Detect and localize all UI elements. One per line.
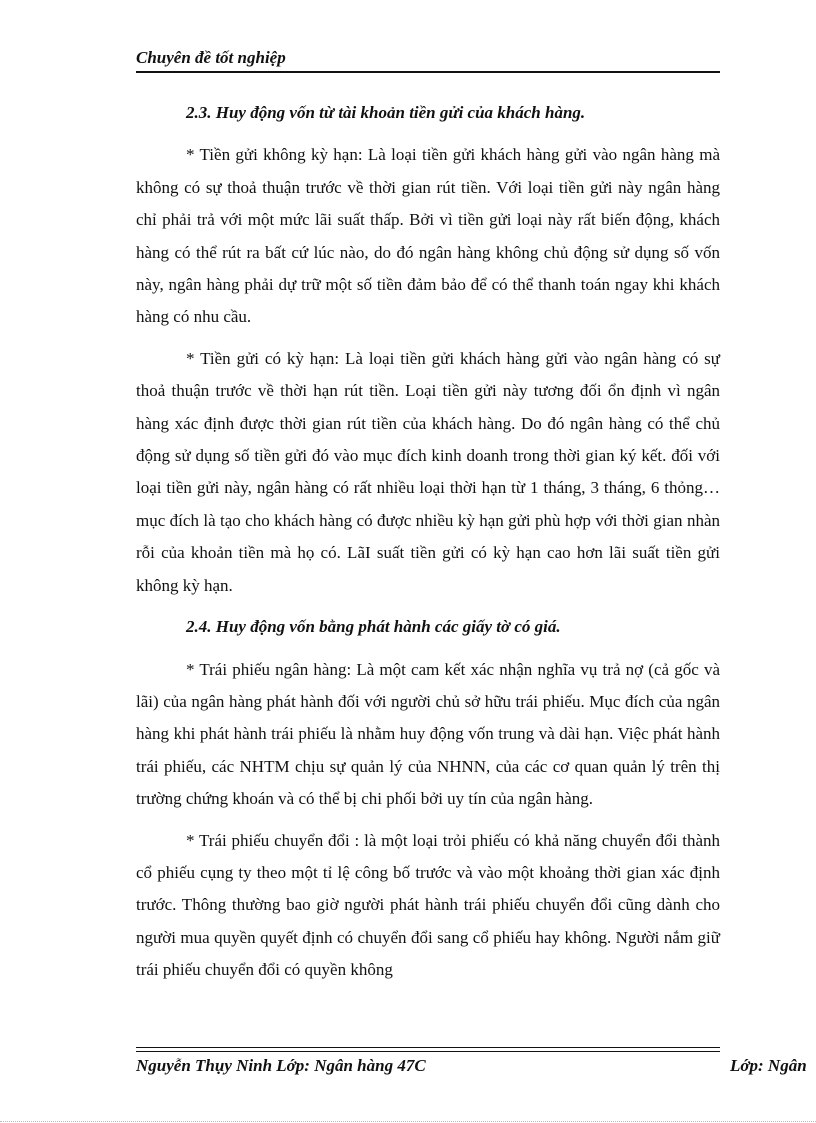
- paragraph-demand-deposit: * Tiền gửi không kỳ hạn: Là loại tiền gửi khách hàng gửi vào ngân hàng mà không có sự thoả thuận trước về thời gian rút tiền. Với loại tiền gửi này ngân hàng chỉ phải trả với một mức lãi suất thấp. Bởi vì tiền gửi loại này rất biến động, khách hàng có thể rút ra bất cứ lúc nào, do đó ngân hàng không chủ động sử dụng số vốn này, ngân hàng phải dự trữ một số tiền đảm bảo để có thể thanh toán ngay khi khách hàng có nhu cầu.: [136, 145, 720, 327]
- footer-class-label: Lớp: Ngân: [730, 1056, 807, 1075]
- section-heading-2-3: 2.3. Huy động vốn từ tài khoản tiền gửi của khách hàng.: [186, 103, 586, 122]
- footer-author-class: Nguyễn Thụy Ninh Lớp: Ngân hàng 47C: [136, 1056, 426, 1075]
- header-title: Chuyên đề tốt nghiệp: [136, 48, 286, 67]
- paragraph-convertible-bonds: * Trái phiếu chuyển đổi : là một loại trỏi phiếu có khả năng chuyển đổi thành cổ phiếu cụng ty theo một tỉ lệ công bố trước và vào một khoảng thời gian xác định trước. Thông thường bao giờ người phát hành trái phiếu chuyển đổi cũng dành cho người mua quyền quyết định có chuyển đổi sang cổ phiếu hay không. Người nắm giữ trái phiếu chuyển đổi có quyền không: [136, 830, 720, 980]
- page-edge-dotted-line: [0, 1121, 816, 1122]
- paragraph-term-deposit: * Tiền gửi có kỳ hạn: Là loại tiền gửi khách hàng gửi vào ngân hàng có sự thoả thuận trước về thời hạn rút tiền. Loại tiền gửi này tương đối ổn định vì ngân hàng xác định được thời gian rút tiền của khách hàng. Do đó ngân hàng có thể chủ động sử dụng số tiền gửi đó vào mục đích kinh doanh trong thời gian ký kết. đối với loại tiền gửi này, ngân hàng có rất nhiều loại thời hạn từ 1 tháng, 3 tháng, 6 thỏng… mục đích là tạo cho khách hàng có được nhiều kỳ hạn gửi phù hợp với thời gian nhàn rỗi của khoản tiền mà họ có. LãI suất tiền gửi có kỳ hạn cao hơn lãi suất tiền gửi không kỳ hạn.: [136, 348, 720, 595]
- document-body: [136, 92, 720, 996]
- section-heading-2-4: 2.4. Huy động vốn bằng phát hành các giấy tờ có giá.: [186, 617, 561, 637]
- paragraph-bank-bonds: * Trái phiếu ngân hàng: Là một cam kết xác nhận nghĩa vụ trả nợ (cả gốc và lãi) của ngân hàng phát hành đối với người chủ sở hữu trái phiếu. Mục đích của ngân hàng khi phát hành trái phiếu là nhằm huy động vốn trung và dài hạn. Việc phát hành trái phiếu, các NHTM chịu sự quản lý của NHNN, của các cơ quan quản lý trên thị trường chứng khoán và có thể bị chi phối bởi uy tín của ngân hàng.: [136, 659, 720, 809]
- header-divider: [136, 71, 720, 73]
- footer-divider: [136, 1047, 720, 1052]
